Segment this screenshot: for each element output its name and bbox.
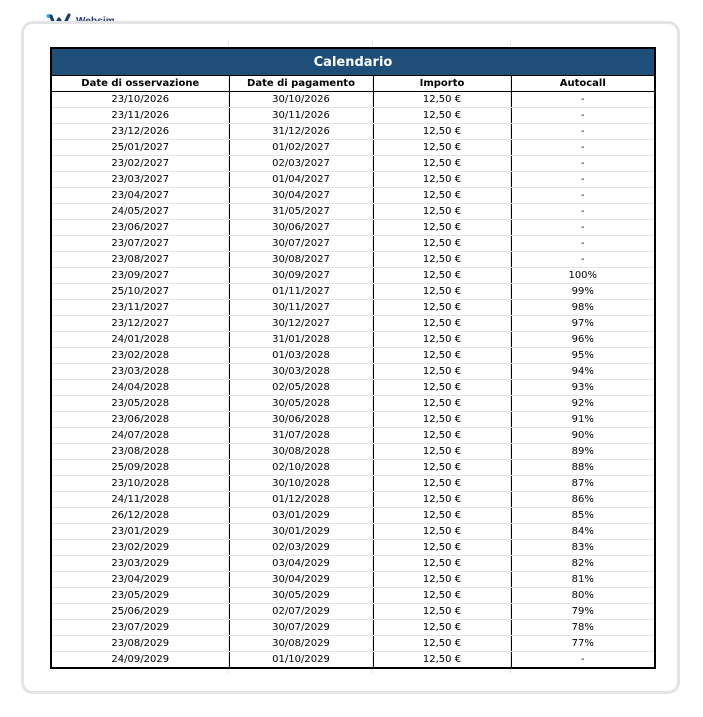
calendar-table [50, 47, 656, 669]
payment-date-cell: 31/07/2028 [229, 428, 373, 444]
amount-cell: 12,50 € [373, 188, 511, 204]
observation-date-cell: 26/12/2028 [52, 508, 229, 524]
autocall-cell: - [511, 236, 654, 252]
table-row [52, 252, 654, 268]
amount-cell: 12,50 € [373, 556, 511, 572]
autocall-cell: 83% [511, 540, 654, 556]
table-row [52, 172, 654, 188]
payment-date-cell: 02/05/2028 [229, 380, 373, 396]
autocall-cell: 89% [511, 444, 654, 460]
observation-date-cell: 24/01/2028 [52, 332, 229, 348]
table-row [52, 572, 654, 588]
autocall-cell: 97% [511, 316, 654, 332]
observation-date-cell: 23/06/2028 [52, 412, 229, 428]
autocall-cell: 90% [511, 428, 654, 444]
observation-date-cell: 24/07/2028 [52, 428, 229, 444]
autocall-cell: - [511, 92, 654, 108]
amount-cell: 12,50 € [373, 604, 511, 620]
payment-date-cell: 02/07/2029 [229, 604, 373, 620]
table-row [52, 540, 654, 556]
payment-date-cell: 30/05/2028 [229, 396, 373, 412]
table-row [52, 236, 654, 252]
payment-date-cell: 30/01/2029 [229, 524, 373, 540]
amount-cell: 12,50 € [373, 236, 511, 252]
amount-cell: 12,50 € [373, 620, 511, 636]
autocall-cell: 78% [511, 620, 654, 636]
amount-cell: 12,50 € [373, 252, 511, 268]
observation-date-cell: 23/12/2026 [52, 124, 229, 140]
payment-date-cell: 01/12/2028 [229, 492, 373, 508]
amount-cell: 12,50 € [373, 108, 511, 124]
amount-cell: 12,50 € [373, 540, 511, 556]
payment-date-cell: 31/01/2028 [229, 332, 373, 348]
payment-date-cell: 02/10/2028 [229, 460, 373, 476]
table-row [52, 460, 654, 476]
autocall-cell: 99% [511, 284, 654, 300]
table-row [52, 636, 654, 652]
table-row [52, 332, 654, 348]
amount-cell: 12,50 € [373, 92, 511, 108]
amount-cell: 12,50 € [373, 172, 511, 188]
amount-cell: 12,50 € [373, 412, 511, 428]
payment-date-cell: 01/11/2027 [229, 284, 373, 300]
amount-cell: 12,50 € [373, 124, 511, 140]
payment-date-cell: 30/03/2028 [229, 364, 373, 380]
table-row [52, 428, 654, 444]
table-title: Calendario [52, 49, 654, 76]
autocall-cell: 87% [511, 476, 654, 492]
observation-date-cell: 24/11/2028 [52, 492, 229, 508]
amount-cell: 12,50 € [373, 140, 511, 156]
observation-date-cell: 23/05/2029 [52, 588, 229, 604]
amount-cell: 12,50 € [373, 364, 511, 380]
observation-date-cell: 23/10/2026 [52, 92, 229, 108]
observation-date-cell: 23/11/2026 [52, 108, 229, 124]
table-row [52, 108, 654, 124]
payment-date-cell: 31/12/2026 [229, 124, 373, 140]
autocall-cell: - [511, 188, 654, 204]
observation-date-cell: 24/09/2029 [52, 652, 229, 668]
table-row [52, 140, 654, 156]
autocall-cell: 88% [511, 460, 654, 476]
column-header-observation-date: Date di osservazione [52, 76, 229, 92]
observation-date-cell: 23/03/2029 [52, 556, 229, 572]
amount-cell: 12,50 € [373, 508, 511, 524]
observation-date-cell: 23/12/2027 [52, 316, 229, 332]
payment-date-cell: 30/05/2029 [229, 588, 373, 604]
payment-date-cell: 30/11/2027 [229, 300, 373, 316]
header-row [52, 76, 654, 92]
payment-date-cell: 01/10/2029 [229, 652, 373, 668]
autocall-cell: - [511, 220, 654, 236]
table-row [52, 380, 654, 396]
table-row [52, 268, 654, 284]
observation-date-cell: 23/02/2029 [52, 540, 229, 556]
autocall-cell: - [511, 172, 654, 188]
observation-date-cell: 25/06/2029 [52, 604, 229, 620]
autocall-cell: - [511, 252, 654, 268]
amount-cell: 12,50 € [373, 268, 511, 284]
table-row [52, 604, 654, 620]
autocall-cell: 86% [511, 492, 654, 508]
payment-date-cell: 30/11/2026 [229, 108, 373, 124]
table-body [52, 92, 654, 668]
table-row [52, 188, 654, 204]
payment-date-cell: 30/10/2026 [229, 92, 373, 108]
payment-date-cell: 03/04/2029 [229, 556, 373, 572]
column-header-payment-date: Date di pagamento [229, 76, 373, 92]
payment-date-cell: 30/06/2028 [229, 412, 373, 428]
amount-cell: 12,50 € [373, 492, 511, 508]
autocall-cell: - [511, 108, 654, 124]
payment-date-cell: 02/03/2029 [229, 540, 373, 556]
autocall-cell: 91% [511, 412, 654, 428]
table-row [52, 316, 654, 332]
table-row [52, 444, 654, 460]
payment-date-cell: 02/03/2027 [229, 156, 373, 172]
observation-date-cell: 25/10/2027 [52, 284, 229, 300]
observation-date-cell: 23/08/2029 [52, 636, 229, 652]
observation-date-cell: 25/01/2027 [52, 140, 229, 156]
autocall-cell: 98% [511, 300, 654, 316]
observation-date-cell: 23/04/2027 [52, 188, 229, 204]
table-row [52, 476, 654, 492]
amount-cell: 12,50 € [373, 332, 511, 348]
payment-date-cell: 01/04/2027 [229, 172, 373, 188]
payment-date-cell: 31/05/2027 [229, 204, 373, 220]
autocall-cell: 85% [511, 508, 654, 524]
autocall-cell: - [580, 654, 585, 665]
payment-date-cell: 30/12/2027 [229, 316, 373, 332]
amount-cell: 12,50 € [373, 652, 511, 668]
table-row [52, 412, 654, 428]
autocall-cell: 84% [511, 524, 654, 540]
amount-cell: 12,50 € [373, 220, 511, 236]
amount-cell: 12,50 € [373, 156, 511, 172]
observation-date-cell: 23/10/2028 [52, 476, 229, 492]
autocall-cell: 82% [511, 556, 654, 572]
table-row [52, 492, 654, 508]
table-row [52, 92, 654, 108]
amount-cell: 12,50 € [373, 380, 511, 396]
payment-date-cell: 30/04/2029 [229, 572, 373, 588]
autocall-cell: - [511, 140, 654, 156]
autocall-cell: 96% [511, 332, 654, 348]
amount-cell: 12,50 € [373, 348, 511, 364]
calendar-grid [52, 76, 654, 667]
table-row [52, 588, 654, 604]
table-row [52, 508, 654, 524]
payment-date-cell: 30/06/2027 [229, 220, 373, 236]
autocall-cell: - [511, 156, 654, 172]
payment-date-cell: 03/01/2029 [229, 508, 373, 524]
amount-cell: 12,50 € [373, 460, 511, 476]
amount-cell: 12,50 € [373, 444, 511, 460]
table-row [52, 364, 654, 380]
autocall-cell: - [511, 124, 654, 140]
autocall-cell: 79% [511, 604, 654, 620]
observation-date-cell: 23/07/2029 [52, 620, 229, 636]
amount-cell: 12,50 € [373, 396, 511, 412]
payment-date-cell: 30/04/2027 [229, 188, 373, 204]
table-row [52, 204, 654, 220]
payment-date-cell: 30/08/2027 [229, 252, 373, 268]
autocall-cell: 80% [511, 588, 654, 604]
table-row [52, 220, 654, 236]
autocall-cell: 94% [511, 364, 654, 380]
observation-date-cell: 23/03/2028 [52, 364, 229, 380]
table-row [52, 300, 654, 316]
autocall-cell: 95% [511, 348, 654, 364]
observation-date-cell: 23/07/2027 [52, 236, 229, 252]
observation-date-cell: 24/05/2027 [52, 204, 229, 220]
amount-cell: 12,50 € [373, 572, 511, 588]
observation-date-cell: 23/02/2028 [52, 348, 229, 364]
observation-date-cell: 25/09/2028 [52, 460, 229, 476]
payment-date-cell: 30/07/2027 [229, 236, 373, 252]
amount-cell: 12,50 € [373, 204, 511, 220]
amount-cell: 12,50 € [373, 284, 511, 300]
amount-cell: 12,50 € [373, 300, 511, 316]
observation-date-cell: 23/01/2029 [52, 524, 229, 540]
observation-date-cell: 24/04/2028 [52, 380, 229, 396]
observation-date-cell: 23/04/2029 [52, 572, 229, 588]
table-row [52, 396, 654, 412]
amount-cell: 12,50 € [373, 524, 511, 540]
payment-date-cell: 30/08/2028 [229, 444, 373, 460]
column-header-amount: Importo [373, 76, 511, 92]
autocall-cell: 92% [511, 396, 654, 412]
table-row [52, 652, 654, 668]
payment-date-cell: 01/02/2027 [229, 140, 373, 156]
observation-date-cell: 23/06/2027 [52, 220, 229, 236]
amount-cell: 12,50 € [373, 316, 511, 332]
amount-cell: 12,50 € [373, 476, 511, 492]
observation-date-cell: 23/08/2028 [52, 444, 229, 460]
observation-date-cell: 23/02/2027 [52, 156, 229, 172]
payment-date-cell: 01/03/2028 [229, 348, 373, 364]
autocall-cell: 77% [511, 636, 654, 652]
observation-date-cell: 23/09/2027 [52, 268, 229, 284]
autocall-cell: 93% [511, 380, 654, 396]
payment-date-cell: 30/10/2028 [229, 476, 373, 492]
amount-cell: 12,50 € [373, 428, 511, 444]
observation-date-cell: 23/03/2027 [52, 172, 229, 188]
autocall-cell: 100% [511, 268, 654, 284]
table-row [52, 284, 654, 300]
payment-date-cell: 30/07/2029 [229, 620, 373, 636]
column-header-autocall: Autocall [511, 76, 654, 92]
table-row [52, 124, 654, 140]
autocall-cell: 81% [511, 572, 654, 588]
observation-date-cell: 23/11/2027 [52, 300, 229, 316]
observation-date-cell: 23/08/2027 [52, 252, 229, 268]
payment-date-cell: 30/08/2029 [229, 636, 373, 652]
observation-date-cell: 23/05/2028 [52, 396, 229, 412]
table-row [52, 620, 654, 636]
amount-cell: 12,50 € [373, 636, 511, 652]
amount-cell: 12,50 € [373, 588, 511, 604]
payment-date-cell: 30/09/2027 [229, 268, 373, 284]
table-row [52, 556, 654, 572]
table-row [52, 348, 654, 364]
table-row [52, 156, 654, 172]
autocall-cell: - [511, 204, 654, 220]
table-row [52, 524, 654, 540]
